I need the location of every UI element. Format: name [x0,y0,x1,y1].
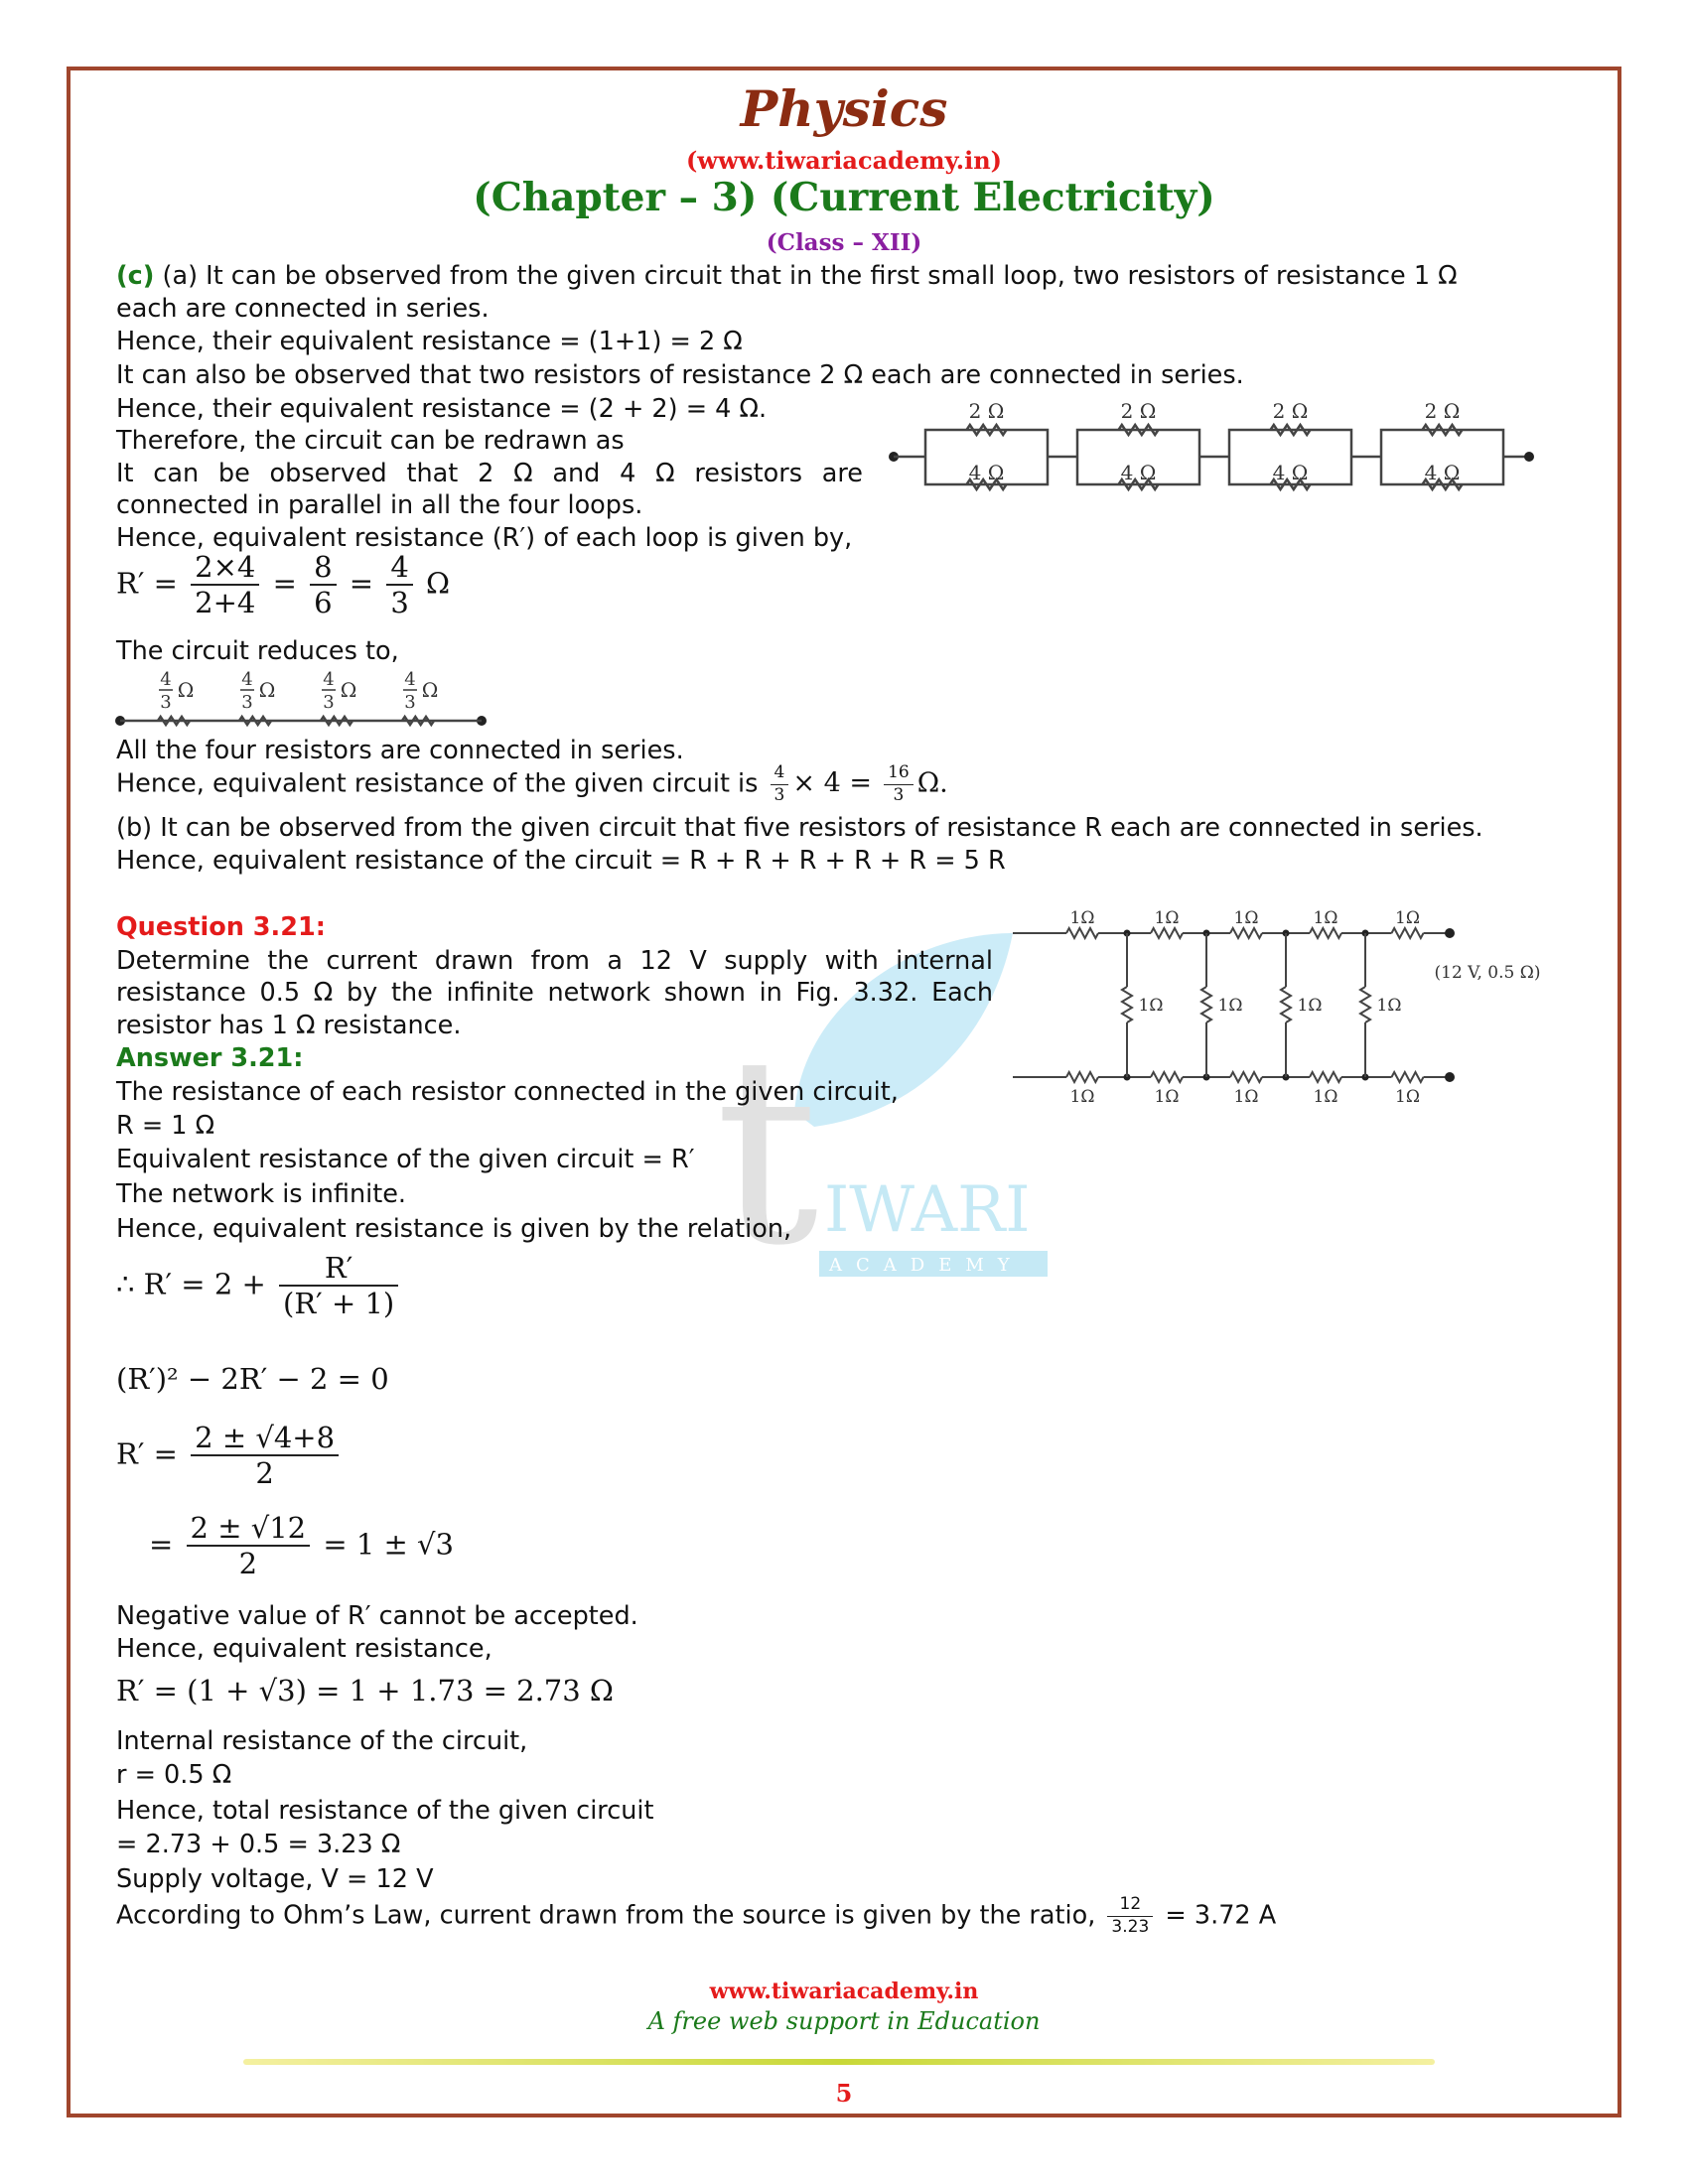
part-c-label: (c) [116,261,155,291]
terminal-dot [1524,452,1534,462]
resistor-bottom [1230,1072,1262,1082]
answer-line-12: Supply voltage, V = 12 V [116,1864,434,1894]
bottom-resistor-label: 1Ω [1313,1087,1338,1107]
fraction-numerator: 4 [323,669,335,690]
shunt-resistor-label: 1Ω [1138,996,1164,1016]
answer-line-5: Hence, equivalent resistance is given by the relation, [116,1214,792,1244]
question-line-3: resistor has 1 Ω resistance. [116,1011,462,1040]
fraction-denominator: 3 [241,692,253,713]
part-c-line-3: Hence, their equivalent resistance = (1+1) = 2 Ω [116,327,743,356]
series-resistors-diagram [114,665,492,735]
chapter-heading: (Chapter – 3) (Current Electricity) [473,175,1215,220]
watermark-sub: ACADEMY [829,1255,1024,1276]
resistor-shunt [1201,987,1211,1023]
page-title: Physics [740,79,948,138]
bottom-resistor-label: 1Ω [1069,1087,1095,1107]
top-resistor-label: 1Ω [1395,908,1420,928]
part-c-line-11: All the four resistors are connected in series. [116,736,684,765]
unit-label: Ω [258,678,276,702]
infinite-network-diagram [1013,903,1569,1112]
loop-top-label: 2 Ω [968,399,1005,423]
terminal-dot [1445,1072,1455,1082]
fraction-numerator: 4 [404,669,416,690]
resistor-top [1230,928,1262,938]
watermark-letter: t [715,1003,819,1302]
watermark-word: IWARI [824,1173,1031,1247]
header-site-link[interactable]: (www.tiwariacademy.in) [685,146,1003,175]
resistor-2ohm [1119,425,1159,435]
answer-line-11: = 2.73 + 0.5 = 3.23 Ω [116,1830,401,1859]
fraction-numerator: 4 [160,669,172,690]
resistor-4-3-ohm [158,717,190,725]
resistor-4-3-ohm [402,717,434,725]
loop-top-label: 2 Ω [1120,399,1157,423]
answer-line-9: r = 0.5 Ω [116,1760,232,1790]
question-line-2: resistance 0.5 Ω by the infinite network shown in Fig. 3.32. Each [116,978,993,1008]
loop-bottom-label: 4 Ω [1120,461,1157,484]
loop-bottom-label: 4 Ω [1424,461,1461,484]
footer-tagline: A free web support in Education [647,2007,1041,2035]
quadratic-solution-simplified: = $\frac{2 \pm √12}{2}$ = 1 ± √3 [149,1511,454,1581]
part-c-line-9: Hence, equivalent resistance (R′) of each loop is given by, [116,523,853,553]
resistor-shunt [1122,987,1132,1023]
class-label: (Class – XII) [766,229,922,256]
resistor-bottom [1392,1072,1424,1082]
unit-label: Ω [177,678,195,702]
resistor-bottom [1310,1072,1341,1082]
quadratic-solution: R′ = $\frac{2 \pm √4+8}{2}$ [116,1423,343,1489]
quadratic-equation: (R′)² − 2R′ − 2 = 0 [116,1362,389,1396]
resistor-top [1310,928,1341,938]
top-resistor-label: 1Ω [1069,908,1095,928]
question-line-1: Determine the current drawn from a 12 V supply with internal [116,946,993,976]
resistor-2ohm [967,425,1007,435]
resistor-bottom [1066,1072,1098,1082]
bottom-resistor-label: 1Ω [1395,1087,1420,1107]
resistor-bottom [1151,1072,1183,1082]
part-c-line-12: Hence, equivalent resistance of the given circuit is $\frac{4}{3}$ × 4 = $\frac{16}{3}$ Ω. [116,762,948,805]
answer-line-8: Internal resistance of the circuit, [116,1726,528,1756]
answer-line-7: Hence, equivalent resistance, [116,1634,492,1664]
part-c-line-6: Therefore, the circuit can be redrawn as [116,426,625,456]
resistor-2ohm [1423,425,1463,435]
top-resistor-label: 1Ω [1154,908,1180,928]
part-c-line-2: each are connected in series. [116,294,490,324]
part-c-line-7: It can be observed that 2 Ω and 4 Ω resistors are [116,459,863,488]
resistor-4-3-ohm [321,717,352,725]
part-c-line-13: (b) It can be observed from the given circuit that five resistors of resistance R each are connected in series. [116,813,1483,843]
bottom-resistor-label: 1Ω [1233,1087,1259,1107]
answer-line-13: According to Ohm’s Law, current drawn from the source is given by the ratio, $\frac{12}{3.23}$ = 3.72 A [116,1894,1277,1937]
answer-heading: Answer 3.21: [116,1043,304,1073]
shunt-resistor-label: 1Ω [1217,996,1243,1016]
top-resistor-label: 1Ω [1233,908,1259,928]
loop-bottom-label: 4 Ω [968,461,1005,484]
terminal-dot [1445,928,1455,938]
fraction-denominator: 3 [404,692,416,713]
unit-label: Ω [340,678,357,702]
resistor-shunt [1281,987,1291,1023]
part-c-line-14: Hence, equivalent resistance of the circuit = R + R + R + R + R = 5 R [116,846,1006,876]
resistor-2ohm [1271,425,1311,435]
part-c-line-10: The circuit reduces to, [116,636,399,666]
part-c-line-5: Hence, their equivalent resistance = (2 + 2) = 4 Ω. [116,394,768,424]
fraction-denominator: 3 [323,692,335,713]
bottom-resistor-label: 1Ω [1154,1087,1180,1107]
unit-label: Ω [421,678,439,702]
resistor-4-3-ohm [239,717,271,725]
loop-resistance-equation: R′ = $\frac{2\times 4}{2+4}$ = $\frac{8}{6}$ = $\frac{4}{3}$ Ω [116,550,451,620]
answer-line-4: The network is infinite. [116,1179,407,1209]
part-c-line-1: (c) (a) It can be observed from the given circuit that in the first small loop, two resistors of resistance 1 Ω [116,261,1458,291]
parallel-loops-diagram [884,395,1539,504]
question-heading: Question 3.21: [116,912,326,942]
part-c-line-4: It can also be observed that two resistors of resistance 2 Ω each are connected in series. [116,360,1244,390]
resistor-top [1392,928,1424,938]
resistor-top [1151,928,1183,938]
loop-top-label: 2 Ω [1272,399,1309,423]
answer-line-3: Equivalent resistance of the given circuit = R′ [116,1145,695,1174]
answer-line-6: Negative value of R′ cannot be accepted. [116,1601,638,1631]
page-number: 5 [835,2079,853,2108]
loop-top-label: 2 Ω [1424,399,1461,423]
part-c-line-8: connected in parallel in all the four loops. [116,490,643,520]
answer-line-1: The resistance of each resistor connected in the given circuit, [116,1077,899,1107]
fraction-numerator: 4 [241,669,253,690]
equivalent-resistance-equation: R′ = (1 + √3) = 1 + 1.73 = 2.73 Ω [116,1674,614,1707]
top-resistor-label: 1Ω [1313,908,1338,928]
footer-divider [243,2059,1435,2065]
shunt-resistor-label: 1Ω [1297,996,1323,1016]
answer-line-10: Hence, total resistance of the given circuit [116,1796,654,1826]
supply-label: (12 V, 0.5 Ω) [1434,963,1541,983]
shunt-resistor-label: 1Ω [1376,996,1402,1016]
fraction-denominator: 3 [160,692,172,713]
loop-bottom-label: 4 Ω [1272,461,1309,484]
infinite-network-equation: ∴ R′ = 2 + $\frac{R'}{(R' + 1)}$ [116,1253,402,1319]
answer-line-2: R = 1 Ω [116,1111,215,1141]
resistor-shunt [1360,987,1370,1023]
footer-url-link[interactable]: www.tiwariacademy.in [709,1979,979,2004]
resistor-top [1066,928,1098,938]
